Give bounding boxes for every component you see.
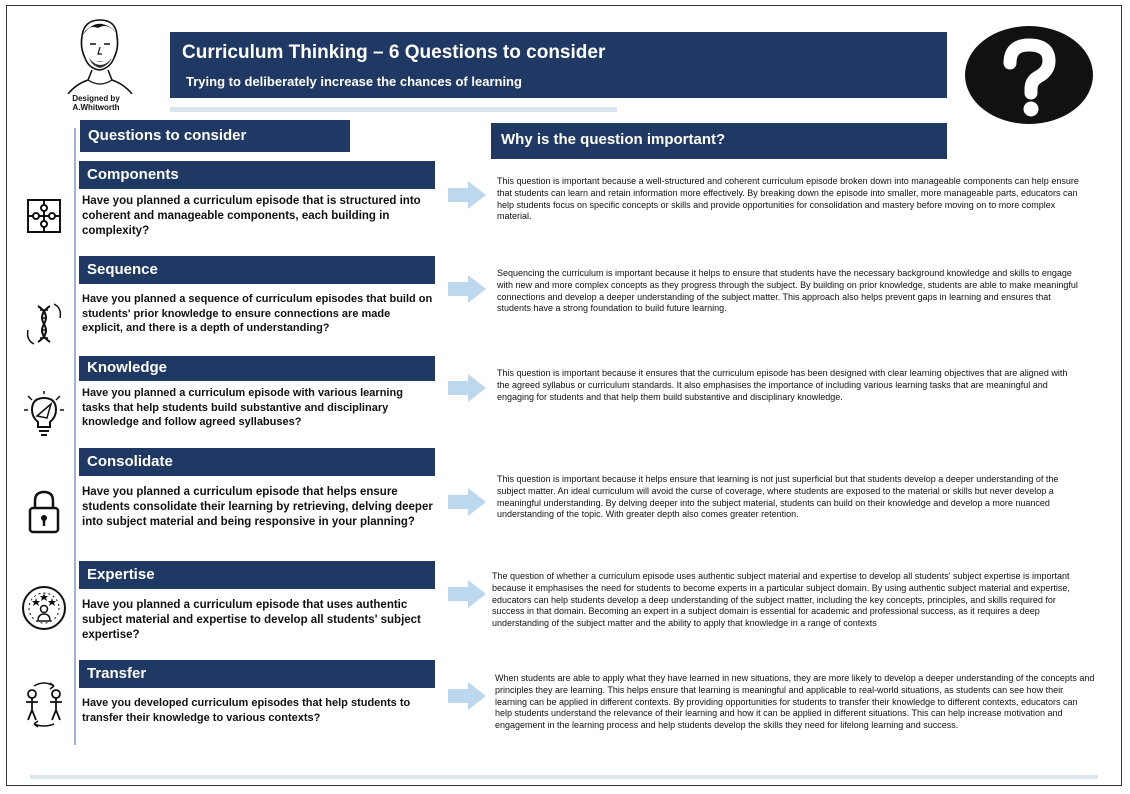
vertical-divider xyxy=(74,128,76,745)
question-components: Have you planned a curriculum episode that is structured into coherent and manageable components, each building in complexity? xyxy=(82,195,421,237)
section-title-knowledge: Knowledge xyxy=(79,356,435,381)
section-title-expertise: Expertise xyxy=(79,561,435,589)
section-title-transfer: Transfer xyxy=(79,660,435,688)
question-transfer: Have you developed curriculum episodes that help students to transfer their knowledge to various contexts? xyxy=(82,697,411,724)
expert-icon xyxy=(20,584,68,632)
arrow-right-icon xyxy=(448,488,486,516)
answer-sequence: Sequencing the curriculum is important because it helps to ensure that students have the necessary background knowledge and skills to engage with new and more complex concepts as they progress through the subject. By building on prior knowledge, students are able to make meaningful connections and develop a deeper understanding of the subject matter. This approach also helps prevent gaps in learning and ensures that students have a strong foundation to build future learning. xyxy=(497,268,1078,314)
arrow-right-icon xyxy=(448,374,486,402)
arrow-right-icon xyxy=(448,181,486,209)
arrow-right-icon xyxy=(448,682,486,710)
answer-components: This question is important because a well-structured and coherent curriculum episode broken down into manageable components can help ensure that students can learn and retain information more effectively. By breaking down the episode into smaller, more manageable parts, educators can help students focus on specific concepts or skills and provide opportunities for consolidation and mastery before moving on to more complex material. xyxy=(497,176,1079,222)
lightbulb-icon xyxy=(20,390,68,438)
dna-icon xyxy=(20,300,68,348)
question-knowledge: Have you planned a curriculum episode with various learning tasks that help students build substantive and disciplinary knowledge and follow agreed syllabuses? xyxy=(82,387,403,428)
column-header-questions: Questions to consider xyxy=(80,120,350,152)
answer-transfer: When students are able to apply what they have learned in new situations, they are more likely to develop a deeper understanding of the concepts and principles they are learning. This helps ensure that learning is meaningful and applicable to real-world situations, as students can see how their learning can be applied in different contexts. By providing opportunities for students to transfer their knowledge to different contexts, educators can help students understand the relevance of their learning and how it can be applied in different situations. This can help increase motivation and engagement in the learning process and help students develop the skills they need for lifelong learning and success. xyxy=(495,673,1095,731)
page-subtitle: Trying to deliberately increase the chances of learning xyxy=(186,74,522,89)
section-title-sequence: Sequence xyxy=(79,256,435,284)
people-transfer-icon xyxy=(20,680,68,728)
section-title-consolidate: Consolidate xyxy=(79,448,435,476)
question-mark-icon xyxy=(964,25,1094,125)
page-title: Curriculum Thinking – 6 Questions to consider xyxy=(182,42,606,63)
arrow-right-icon xyxy=(448,580,486,608)
answer-expertise: The question of whether a curriculum episode uses authentic subject material and expertise to develop all students' subject expertise is important because it emphasises the need for students to become experts in a particular subject domain. By using authentic subject material and expertise, educators can help students develop a deep understanding of the subject matter, including the key concepts, principles, and skills required for success in that domain. Becoming an expert in a subject domain is essential for academic and professional success, as it requires a deep understanding of the subject matter and the ability to apply that knowledge in a range of contexts xyxy=(492,571,1070,629)
designer-credit: Designed by A.Whitworth xyxy=(72,94,120,112)
lock-icon xyxy=(20,488,68,536)
answer-knowledge: This question is important because it ensures that the curriculum episode has been designed with clear learning objectives that are aligned with the agreed syllabus or curriculum standards. It also emphasises the importance of including various learning tasks that are meaningful and engaging for students and that help them build substantive and disciplinary knowledge. xyxy=(497,368,1068,402)
question-sequence: Have you planned a sequence of curriculum episodes that build on students' prior knowledge to ensure connections are made explicit, and there is a depth of understanding? xyxy=(82,293,433,334)
question-consolidate: Have you planned a curriculum episode that helps ensure students consolidate their learning by retrieving, delving deeper into subject material and being responsive in your planning? xyxy=(82,486,433,528)
arrow-right-icon xyxy=(448,275,486,303)
question-expertise: Have you planned a curriculum episode that uses authentic subject material and expertise to develop all students' subject expertise? xyxy=(82,599,421,641)
bottom-divider xyxy=(30,775,1098,779)
section-title-components: Components xyxy=(79,161,435,189)
title-underline xyxy=(170,107,617,112)
puzzle-icon xyxy=(20,192,68,240)
author-portrait-icon xyxy=(62,14,134,94)
column-header-importance: Why is the question important? xyxy=(491,123,947,159)
answer-consolidate: This question is important because it helps ensure that learning is not just superficial but that students develop a deeper understanding of the subject matter. An ideal curriculum will avoid the curse of coverage, where students are exposed to the material or skills but never develop a meaningful understanding. By delving deeper into the subject material, students can build on their knowledge and develop a more nuanced understanding of the topic. With greater depth also comes greater retention. xyxy=(497,474,1059,520)
